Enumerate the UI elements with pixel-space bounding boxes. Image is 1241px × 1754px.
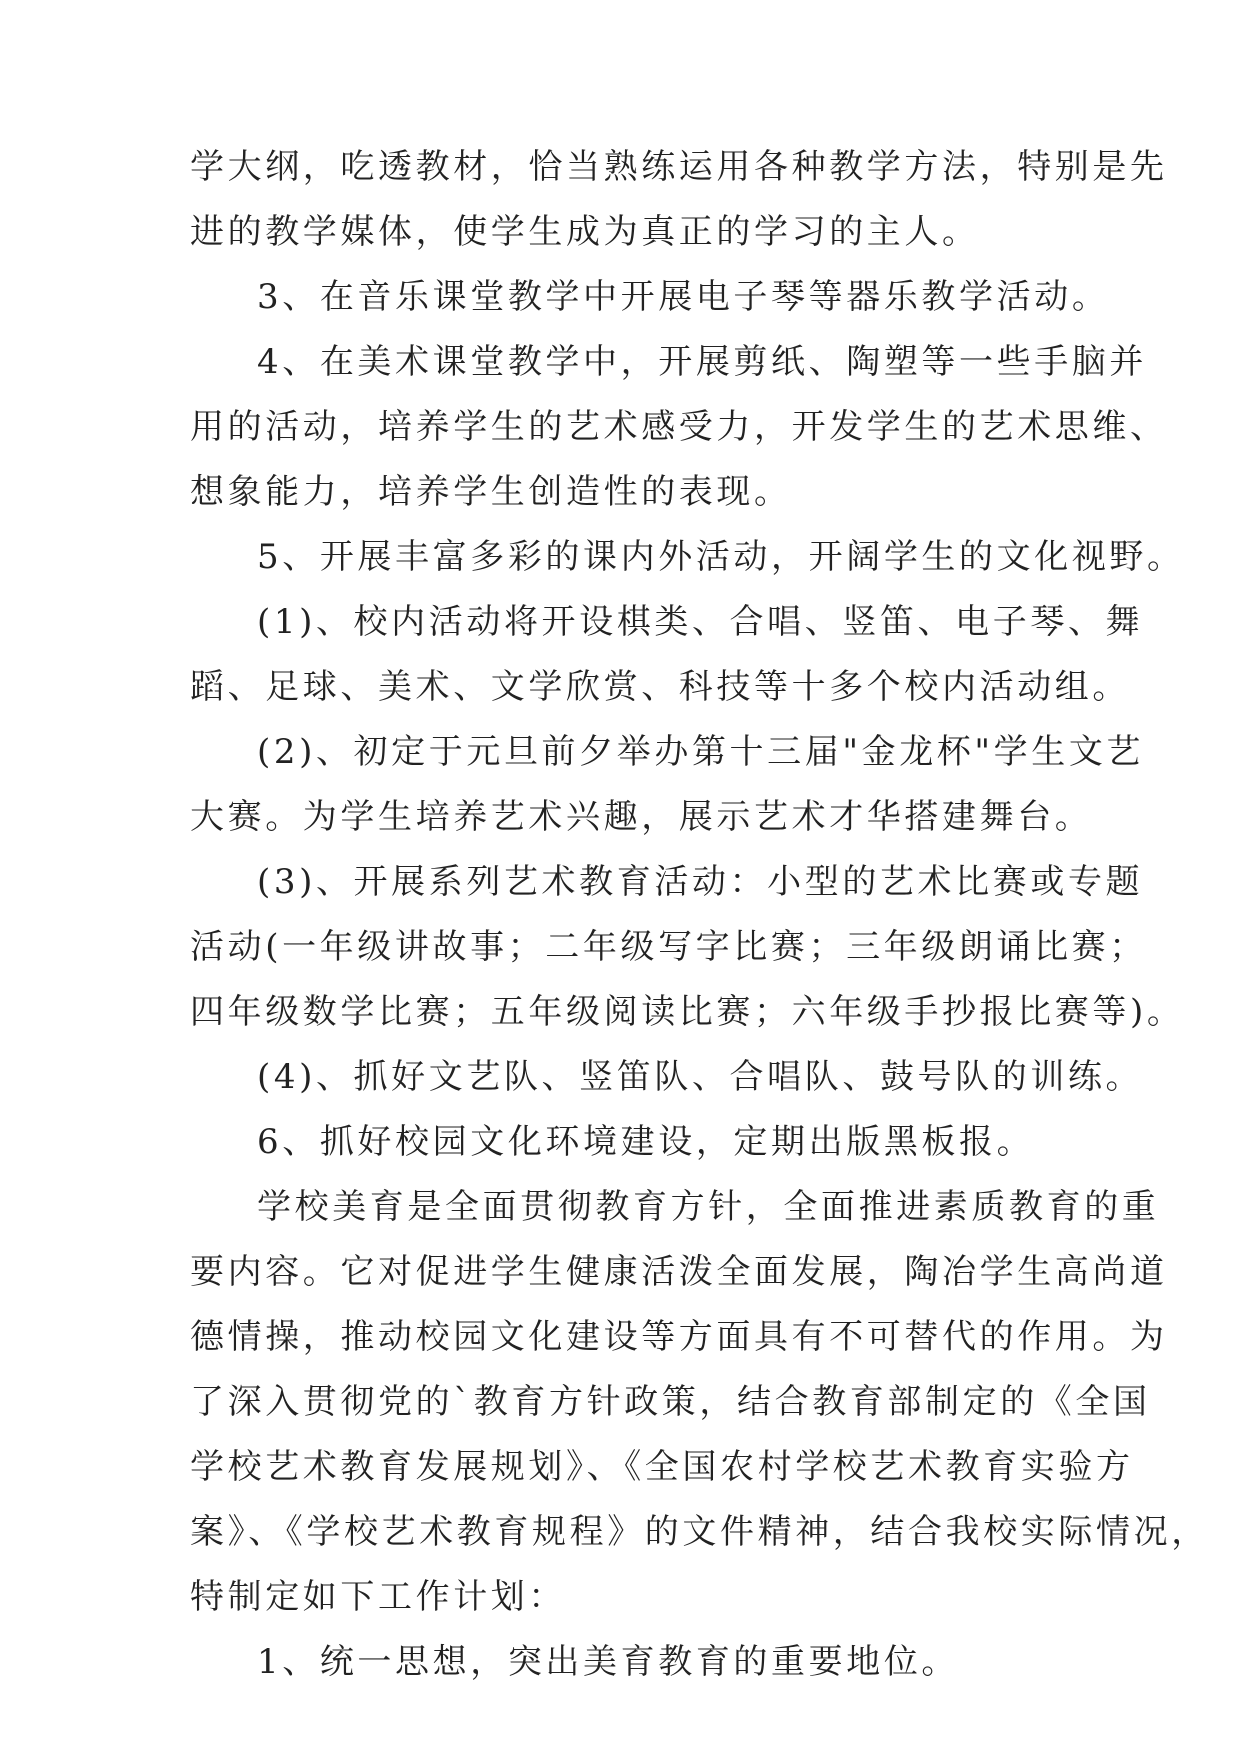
text-line: 5、开展丰富多彩的课内外活动，开阔学生的文化视野。	[257, 537, 1185, 577]
text-line: 1、统一思想，突出美育教育的重要地位。	[257, 1642, 960, 1682]
text-line: (3)、开展系列艺术教育活动：小型的艺术比赛或专题	[257, 862, 1144, 902]
text-line: (1)、校内活动将开设棋类、合唱、竖笛、电子琴、舞	[257, 602, 1144, 642]
text-line: 进的教学媒体，使学生成为真正的学习的主人。	[190, 212, 980, 252]
text-line: 大赛。为学生培养艺术兴趣，展示艺术才华搭建舞台。	[190, 797, 1093, 837]
text-line: 德情操，推动校园文化建设等方面具有不可替代的作用。为	[190, 1317, 1168, 1357]
text-line: 想象能力，培养学生创造性的表现。	[190, 472, 792, 512]
text-line: 蹈、足球、美术、文学欣赏、科技等十多个校内活动组。	[190, 667, 1130, 707]
text-line: 学校艺术教育发展规划》、《全国农村学校艺术教育实验方	[190, 1447, 1134, 1487]
text-line: 用的活动，培养学生的艺术感受力，开发学生的艺术思维、	[190, 407, 1168, 447]
text-line: 3、在音乐课堂教学中开展电子琴等器乐教学活动。	[257, 277, 1110, 317]
text-line: 学大纲，吃透教材，恰当熟练运用各种教学方法，特别是先	[190, 147, 1168, 187]
text-line: 4、在美术课堂教学中，开展剪纸、陶塑等一些手脑并	[257, 342, 1148, 382]
text-line: 活动(一年级讲故事；二年级写字比赛；三年级朗诵比赛；	[190, 927, 1147, 967]
text-line: 四年级数学比赛；五年级阅读比赛；六年级手抄报比赛等)。	[190, 992, 1185, 1032]
text-line: 要内容。它对促进学生健康活泼全面发展，陶冶学生高尚道	[190, 1252, 1168, 1292]
text-line: (4)、抓好文艺队、竖笛队、合唱队、鼓号队的训练。	[257, 1057, 1144, 1097]
text-line: 特制定如下工作计划：	[190, 1577, 566, 1617]
text-line: 案》、《学校艺术教育规程》的文件精神，结合我校实际情况，	[190, 1512, 1209, 1552]
text-line: 6、抓好校园文化环境建设，定期出版黑板报。	[257, 1122, 1035, 1162]
text-line: (2)、初定于元旦前夕举办第十三届"金龙杯"学生文艺	[257, 732, 1145, 772]
text-line: 了深入贯彻党的`教育方针政策，结合教育部制定的《全国	[190, 1382, 1151, 1422]
text-line: 学校美育是全面贯彻教育方针，全面推进素质教育的重	[257, 1187, 1160, 1227]
